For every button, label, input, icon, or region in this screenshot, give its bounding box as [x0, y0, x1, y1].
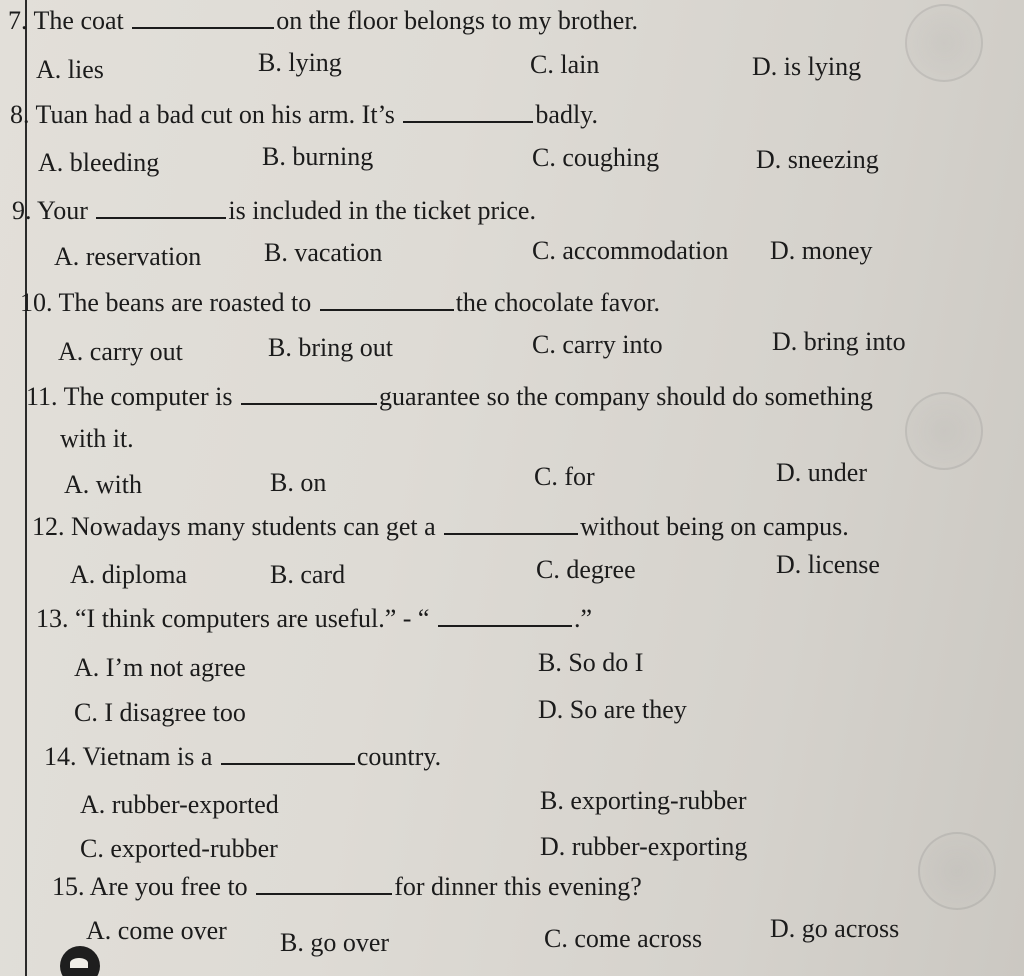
question-stem-end: guarantee so the company should do something — [379, 382, 873, 411]
question-stem: “I think computers are useful.” - “ — [75, 604, 430, 633]
option-a: A. rubber-exported — [80, 790, 279, 819]
question-number: 13. — [36, 604, 69, 633]
faded-stamp — [918, 832, 996, 910]
question-number: 10. — [20, 288, 53, 317]
question-stem: Are you free to — [89, 872, 248, 901]
question-8 — [10, 100, 598, 130]
option-d: D. So are they — [538, 695, 687, 724]
question-number: 12. — [32, 512, 65, 541]
option-a: A. bleeding — [38, 148, 160, 177]
option-c: C. I disagree too — [74, 698, 246, 727]
answer-blank — [96, 197, 226, 219]
question-stem: The computer is — [63, 382, 233, 411]
option-d: D. go across — [770, 914, 900, 943]
faded-stamp — [905, 4, 983, 82]
option-a: A. lies — [36, 55, 104, 84]
option-b: B. burning — [262, 142, 374, 171]
answer-blank — [221, 743, 355, 765]
option-d: D. sneezing — [756, 145, 879, 174]
option-b: B. go over — [280, 928, 390, 957]
option-a: A. with — [64, 470, 142, 499]
option-a: A. come over — [86, 916, 227, 945]
question-stem-end: .” — [573, 604, 593, 633]
question-13 — [36, 604, 592, 634]
question-stem-end: country. — [356, 742, 442, 771]
option-d: D. money — [770, 236, 873, 265]
question-stem-end: without being on campus. — [580, 512, 849, 541]
question-14 — [44, 742, 441, 772]
option-d: D. under — [776, 458, 867, 487]
option-c: C. degree — [536, 555, 636, 584]
question-number: 15. — [52, 872, 85, 901]
question-stem-end: is included in the ticket price. — [228, 196, 536, 225]
corner-logo-icon — [60, 946, 100, 976]
option-a: A. diploma — [70, 560, 187, 589]
answer-blank — [438, 605, 572, 627]
answer-blank — [403, 101, 533, 123]
question-11-continuation: with it. — [60, 424, 134, 453]
question-10 — [20, 288, 660, 318]
option-d: D. rubber-exporting — [540, 832, 748, 861]
question-stem: Tuan had a bad cut on his arm. It’s — [35, 100, 395, 129]
option-d: D. is lying — [752, 52, 862, 81]
option-c: C. lain — [530, 50, 600, 79]
option-c: C. come across — [544, 924, 703, 953]
question-15 — [52, 872, 642, 902]
option-c: C. for — [534, 462, 595, 491]
faded-stamp — [905, 392, 983, 470]
question-stem-end: badly. — [535, 100, 598, 129]
answer-blank — [256, 873, 392, 895]
question-number: 11. — [26, 382, 58, 411]
option-c: C. carry into — [532, 330, 663, 359]
question-number: 9. — [12, 196, 32, 225]
question-11 — [26, 382, 873, 412]
question-stem-end: for dinner this evening? — [394, 872, 642, 901]
option-b: B. bring out — [268, 333, 393, 362]
option-b: B. So do I — [538, 648, 644, 677]
option-b: B. lying — [258, 48, 342, 77]
option-c: C. accommodation — [532, 236, 729, 265]
option-a: A. I’m not agree — [74, 653, 246, 682]
question-9 — [12, 196, 536, 226]
option-a: A. reservation — [54, 242, 202, 271]
question-stem-end: on the floor belongs to my brother. — [276, 6, 639, 35]
option-b: B. vacation — [264, 238, 383, 267]
question-stem: Vietnam is a — [82, 742, 213, 771]
option-b: B. on — [270, 468, 327, 497]
option-b: B. card — [270, 560, 346, 589]
question-7 — [8, 6, 638, 36]
answer-blank — [241, 383, 377, 405]
question-stem: The coat — [33, 6, 124, 35]
question-stem: The beans are roasted to — [58, 288, 312, 317]
margin-rule — [25, 0, 27, 976]
answer-blank — [320, 289, 454, 311]
question-12 — [32, 512, 849, 542]
option-d: D. license — [776, 550, 880, 579]
question-stem-end: the chocolate favor. — [455, 288, 660, 317]
question-number: 8. — [10, 100, 30, 129]
option-c: C. exported-rubber — [80, 834, 278, 863]
option-d: D. bring into — [772, 327, 906, 356]
question-number: 7. — [8, 6, 28, 35]
question-stem: Your — [37, 196, 88, 225]
option-c: C. coughing — [532, 143, 660, 172]
option-a: A. carry out — [58, 337, 183, 366]
question-number: 14. — [44, 742, 77, 771]
option-b: B. exporting-rubber — [540, 786, 747, 815]
answer-blank — [132, 7, 274, 29]
answer-blank — [444, 513, 578, 535]
question-stem: Nowadays many students can get a — [71, 512, 436, 541]
